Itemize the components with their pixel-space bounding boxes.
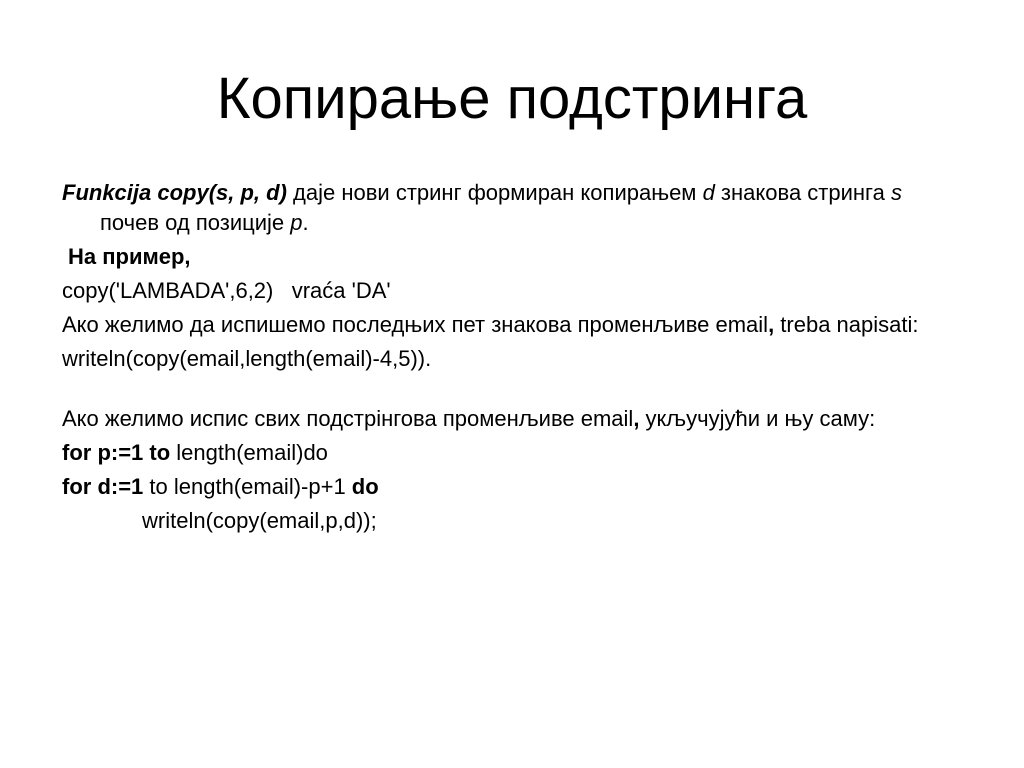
last-five-code: writeln(copy(email,length(email)-4,5)). [62,346,432,371]
example-label: На пример, [68,244,191,269]
definition-text-1: даје нови стринг формиран копирањем [286,180,703,205]
all-substrings-comma: , [633,406,640,431]
definition-text-3: почев од позиције [100,210,291,235]
slide-body [62,178,962,540]
last-five-comma: , [768,312,775,337]
outer-loop-keyword: for p:=1 to [62,440,171,465]
param-d: d [702,180,715,205]
definition-text-2: знакова стринга [714,180,891,205]
last-five-text-1: Ако желимо да испишемо последњих пет знакова променљиве email [62,312,769,337]
code-line-inner-loop [62,472,962,502]
paragraph-example-code [62,276,962,306]
code-line-outer-loop [62,438,962,468]
outer-loop-rest: length(email)do [170,440,328,465]
slide-title: Копирање подстринга [216,66,808,131]
example-result: vraća 'DA' [291,278,391,303]
paragraph-copy-definition [62,178,962,238]
code-line-writeln [62,506,962,536]
example-gap [273,278,291,303]
inner-loop-middle: to length(email)-p+1 [143,474,352,499]
function-signature: Funkcija copy(s, p, d) [62,180,287,205]
paragraph-last-five-code [62,344,962,374]
param-s: s [890,180,902,205]
paragraph-example-label [62,242,962,272]
definition-text-4: . [302,210,309,235]
inner-loop-keyword: for d:=1 [62,474,144,499]
writeln-code: writeln(copy(email,p,d)); [142,508,377,533]
last-five-text-2: treba napisati: [774,312,919,337]
all-substrings-text-1: Ако желимо испис свих подстрінгова променљиве email [62,406,634,431]
example-code: copy('LAMBADA',6,2) [62,278,274,303]
param-p: p [290,210,303,235]
paragraph-all-substrings [62,404,962,434]
all-substrings-text-2: укључујући и њу саму: [639,406,876,431]
paragraph-last-five [62,310,962,340]
inner-loop-do: do [351,474,379,499]
